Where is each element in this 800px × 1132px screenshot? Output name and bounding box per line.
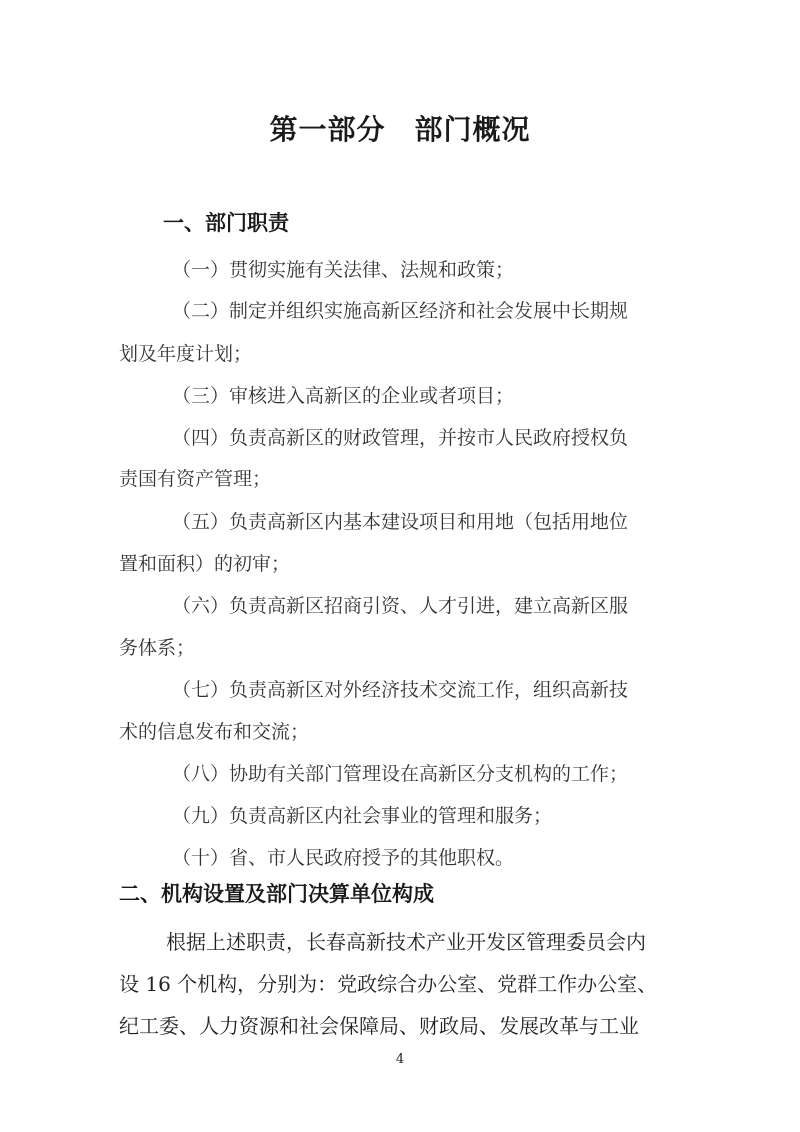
paragraph-line-2: 设 16 个机构，分别为：党政综合办公室、党群工作办公室、	[119, 972, 658, 996]
duty-item-5-cont: 置和面积）的初审；	[119, 553, 291, 575]
duty-item-4-cont: 责国有资产管理；	[119, 468, 272, 490]
duty-item-4: （四）负责高新区的财政管理，并按市人民政府授权负	[172, 427, 629, 449]
duty-item-8: （八）协助有关部门管理设在高新区分支机构的工作；	[172, 763, 629, 785]
paragraph-line-1: 根据上述职责，长春高新技术产业开发区管理委员会内	[166, 930, 646, 954]
duty-item-2-cont: 划及年度计划；	[119, 343, 253, 365]
duty-item-1: （一）贯彻实施有关法律、法规和政策；	[172, 259, 515, 281]
duty-item-9: （九）负责高新区内社会事业的管理和服务；	[172, 805, 553, 827]
section-heading-duties: 一、部门职责	[163, 211, 289, 235]
paragraph-line-3: 纪工委、人力资源和社会保障局、财政局、发展改革与工业	[119, 1014, 639, 1038]
duty-item-5: （五）负责高新区内基本建设项目和用地（包括用地位	[172, 511, 629, 533]
section-heading-structure: 二、机构设置及部门决算单位构成	[119, 882, 434, 906]
duty-item-7: （七）负责高新区对外经济技术交流工作，组织高新技	[172, 679, 629, 701]
duty-item-10: （十）省、市人民政府授予的其他职权。	[172, 847, 515, 869]
duty-item-6: （六）负责高新区招商引资、人才引进，建立高新区服	[172, 595, 629, 617]
duty-item-2: （二）制定并组织实施高新区经济和社会发展中长期规	[172, 300, 629, 322]
page-number: 4	[395, 1052, 405, 1067]
duty-item-3: （三）审核进入高新区的企业或者项目；	[172, 385, 515, 407]
page-title: 第一部分 部门概况	[269, 113, 531, 146]
duty-item-6-cont: 务体系；	[119, 637, 196, 659]
duty-item-7-cont: 术的信息发布和交流；	[119, 721, 310, 743]
